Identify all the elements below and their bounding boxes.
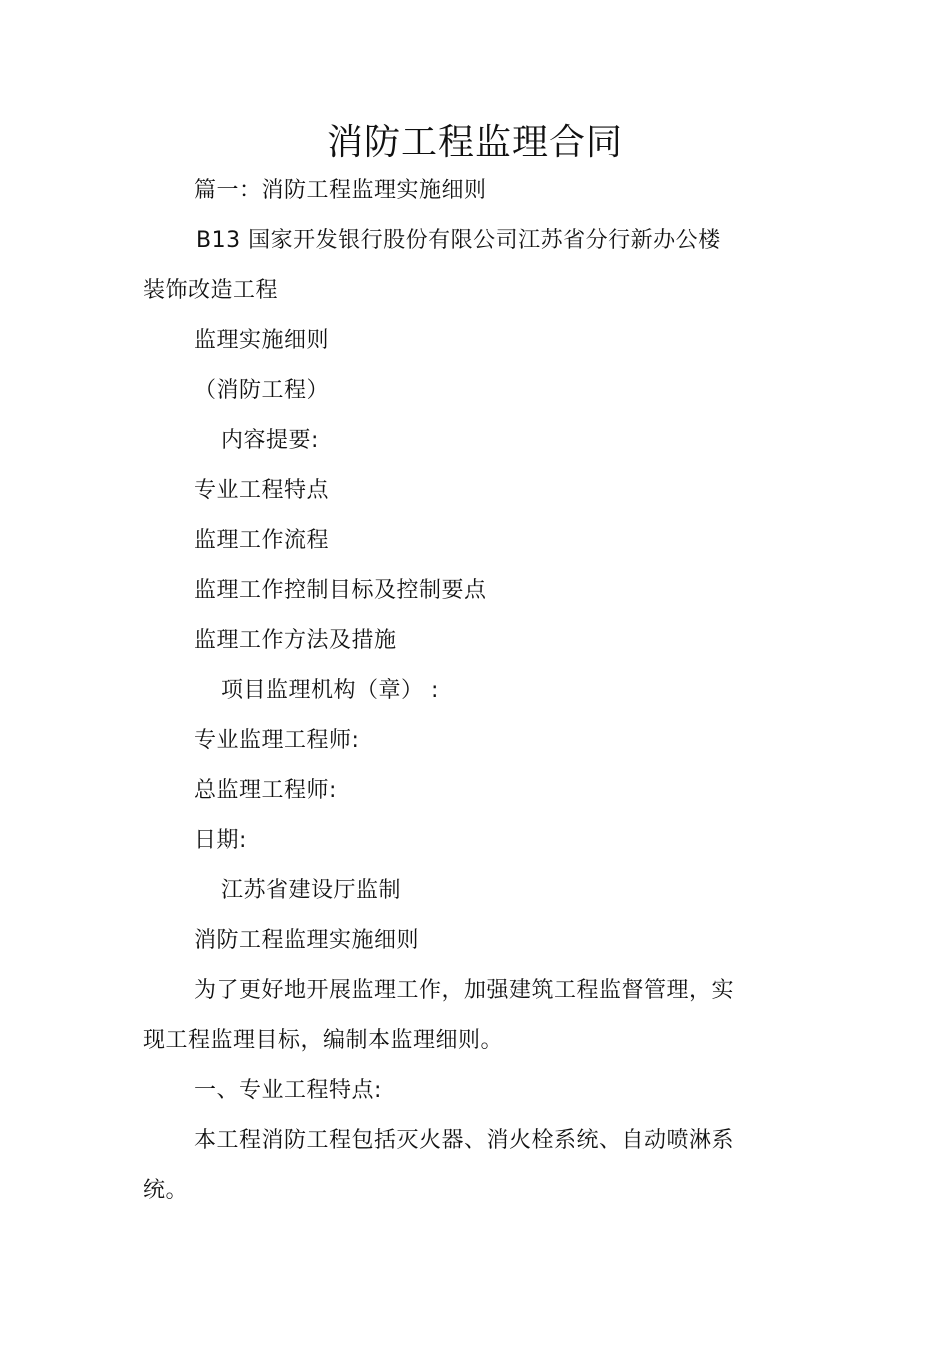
section-heading-1: 一、专业工程特点: bbox=[194, 1078, 382, 1103]
section-heading: 篇一：消防工程监理实施细则 bbox=[194, 178, 487, 203]
contents-item: 监理工作控制目标及控制要点 bbox=[194, 578, 487, 603]
specialist-engineer-field: 专业监理工程师: bbox=[194, 728, 360, 753]
supervision-agency-field: 项目监理机构（章） : bbox=[221, 678, 439, 703]
contents-item: 监理工作流程 bbox=[194, 528, 330, 553]
contents-item: 监理工作方法及措施 bbox=[194, 628, 397, 653]
contents-item: 专业工程特点 bbox=[194, 478, 330, 503]
project-name-line-2: 装饰改造工程 bbox=[143, 278, 279, 303]
doc-subtype-line: （消防工程） bbox=[194, 378, 330, 403]
doc-type-line: 监理实施细则 bbox=[194, 328, 330, 353]
document-title: 消防工程监理合同 bbox=[326, 122, 623, 163]
chief-engineer-field: 总监理工程师: bbox=[194, 778, 337, 803]
contents-summary-label: 内容提要: bbox=[221, 428, 319, 453]
date-field: 日期: bbox=[194, 828, 247, 853]
body-paragraph-line: 为了更好地开展监理工作，加强建筑工程监督管理，实 bbox=[194, 978, 735, 1003]
issuer-line: 江苏省建设厅监制 bbox=[221, 878, 402, 903]
body-paragraph-line: 现工程监理目标，编制本监理细则。 bbox=[143, 1028, 504, 1053]
body-heading: 消防工程监理实施细则 bbox=[194, 928, 420, 953]
project-name-line-1: B13 国家开发银行股份有限公司江苏省分行新办公楼 bbox=[196, 228, 721, 253]
body-paragraph-line: 本工程消防工程包括灭火器、消火栓系统、自动喷淋系 bbox=[194, 1128, 735, 1153]
body-paragraph-line: 统。 bbox=[143, 1178, 189, 1203]
